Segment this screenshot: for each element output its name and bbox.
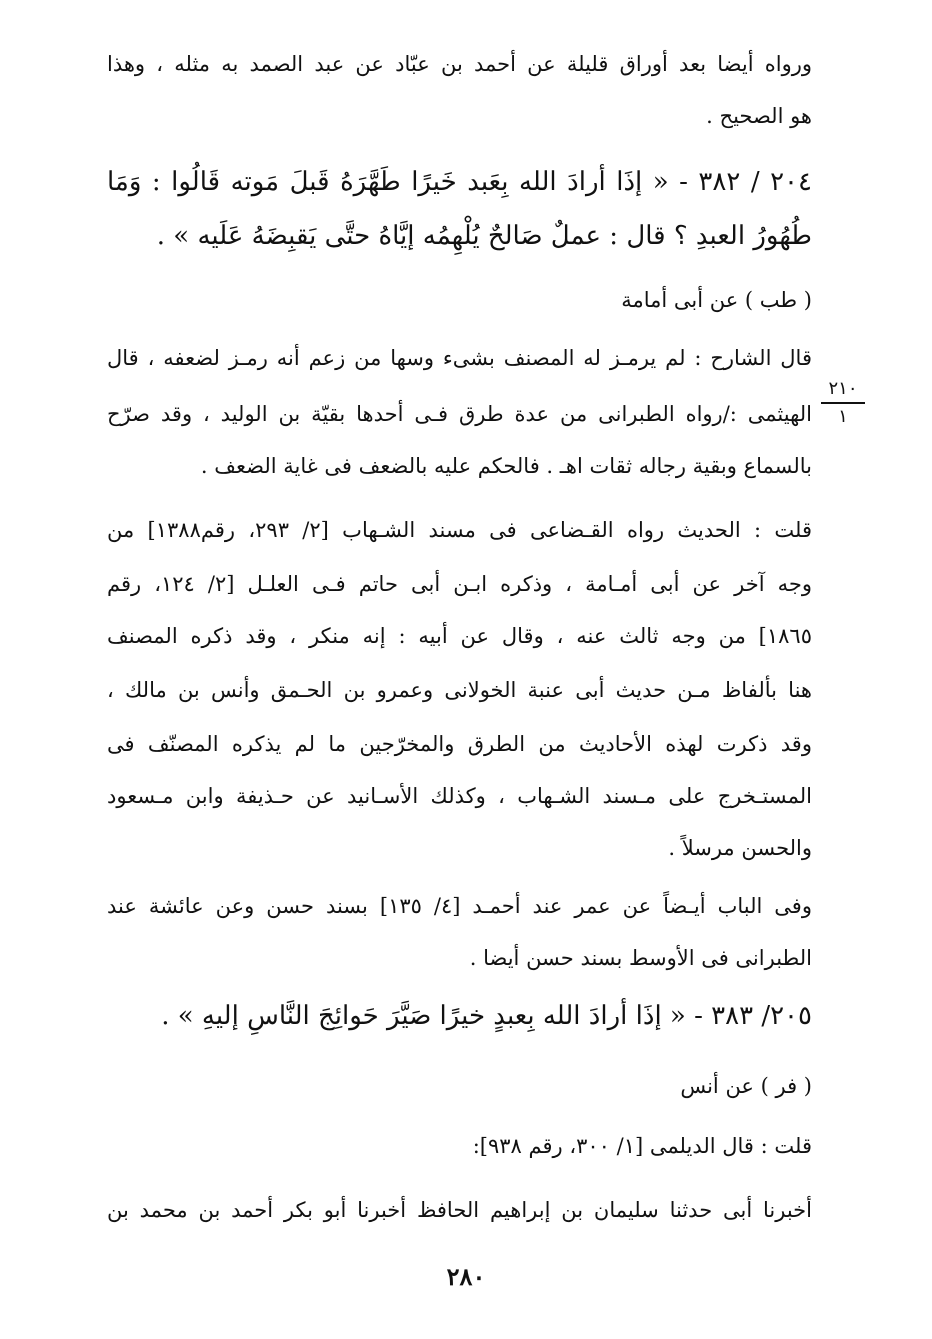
source-line: ( فر ) عن أنس bbox=[680, 1074, 812, 1098]
text-line: قال الشارح : لم يرمـز له المصنف بشىء وسها من زعم أنه رمـز لضعفه ، قال bbox=[107, 346, 812, 370]
margin-divider bbox=[821, 402, 865, 404]
margin-reference-top: ٢١٠ bbox=[828, 378, 858, 399]
hadith-line: طُهُورُ العبدِ ؟ قال : عملٌ صَالحٌ يُلْهِمُه إيَّاهُ حتَّى يَقبِضَهُ عَلَيه » . bbox=[156, 221, 812, 251]
text-line: المستـخرج على مـسند الشـهاب ، وكذلك الأسـانيد عن حـذيفة وابن مـسعود bbox=[107, 784, 812, 808]
margin-page-reference bbox=[819, 378, 867, 428]
text-line: هنا بألفاظ مـن حديث أبى عنبة الخولانى وعمرو بن الحـمق وأنس بن مالك ، bbox=[107, 678, 812, 702]
text-line: وقد ذكرت لهذه الأحاديث من الطرق والمخرّجين ما لم يذكره المصنّف فى bbox=[107, 732, 812, 756]
margin-reference-bottom: ١ bbox=[838, 406, 848, 427]
text-line: وجه آخر عن أبى أمـامة ، وذكره ابـن أبى حاتم فـى العلـل [٢/ ١٢٤، رقم bbox=[107, 572, 812, 596]
text-line: الطبرانى فى الأوسط بسند حسن أيضا . bbox=[469, 946, 812, 970]
page-number: ٢٨٠ bbox=[446, 1262, 486, 1291]
hadith-line: ٢٠٥/ ٣٨٣ - « إذَا أرادَ الله بِعبدٍ خيرًا صَيَّرَ حَوائِجَ النَّاسِ إليهِ » . bbox=[161, 1001, 812, 1031]
text-line: أخبرنا أبى حدثنا سليمان بن إبراهيم الحافظ أخبرنا أبو بكر أحمد بن محمد بن bbox=[107, 1198, 812, 1222]
text-line: بالسماع وبقية رجاله ثقات اهـ . فالحكم عليه بالضعف فى غاية الضعف . bbox=[200, 454, 812, 478]
hadith-line: ٢٠٤ / ٣٨٢ - « إذَا أرادَ الله بِعَبد خَيرًا طَهَّرَهُ قَبلَ مَوته قَالُوا : وَمَا bbox=[107, 167, 812, 197]
text-line: والحسن مرسلاً . bbox=[668, 836, 812, 860]
text-line: قلت : قال الديلمى [١/ ٣٠٠، رقم ٩٣٨]: bbox=[472, 1134, 812, 1158]
text-line: وفى الباب أيـضاً عن عمر عند أحمـد [٤/ ١٣٥] بسند حسن وعن عائشة عند bbox=[107, 894, 812, 918]
text-line: هو الصحيح . bbox=[706, 104, 812, 128]
text-line: ورواه أيضا بعد أوراق قليلة عن أحمد بن عبّاد عن عبد الصمد به مثله ، وهذا bbox=[107, 52, 812, 76]
text-line: قلت : الحديث رواه القـضاعى فى مسند الشـهاب [٢/ ٢٩٣، رقم١٣٨٨] من bbox=[107, 518, 812, 542]
source-line: ( طب ) عن أبى أمامة bbox=[621, 288, 812, 312]
text-line: الهيثمى :/رواه الطبرانى من عدة طرق فـى أحدها بقيّة بن الوليد ، وقد صرّح bbox=[107, 402, 812, 426]
text-line: ١٨٦٥] من وجه ثالث عنه ، وقال عن أبيه : إنه منكر ، وقد ذكره المصنف bbox=[107, 624, 812, 648]
